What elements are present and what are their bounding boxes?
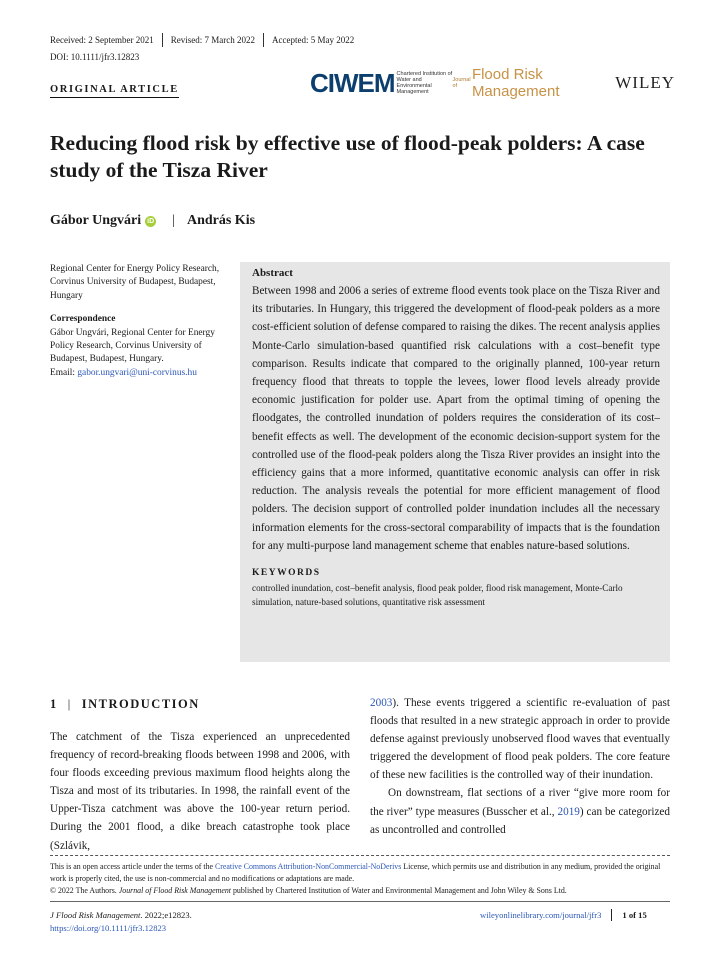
- author-name[interactable]: András Kis: [186, 213, 256, 228]
- body-text: ) can be categorized as uncontrolled and controlled: [370, 805, 670, 836]
- section-bar: |: [67, 697, 72, 711]
- journal-of: Journal of: [452, 77, 471, 89]
- body-text: ). These events triggered a scientific re-evaluation of past floods that resulted in a new strategic approach in order to provide defense against previously unobserved flood waves that eventually triggered the development of flood peak polders. The core feature of these new facilities is the controlled way of their inundation.: [370, 697, 670, 782]
- correspondence-heading: Correspondence: [50, 314, 116, 325]
- submission-dates: [50, 33, 362, 47]
- license-part: License, which permits use and distribution in any medium, provided the original work is properly cited, the use is non-commercial and no modifications or adaptations are made.: [50, 862, 661, 883]
- body-text: On downstream, flat sections of a river “give more room for the river” type measures (Busscher et al.,: [370, 787, 670, 818]
- copyright-text: [50, 885, 675, 897]
- ciwem-logo: [310, 68, 453, 99]
- body-paragraph: [370, 784, 670, 838]
- correspondence-email-line: [50, 367, 228, 380]
- ciwem-wordmark: CIWEM: [310, 67, 395, 98]
- revised-date: Revised: 7 March 2022: [162, 33, 263, 47]
- email-label: Email:: [50, 367, 75, 378]
- author-separator: |: [172, 213, 175, 228]
- section-number: 1: [50, 697, 58, 711]
- body-column-right: [370, 694, 670, 839]
- author-name[interactable]: Gábor Ungvári: [50, 213, 142, 228]
- citation-link[interactable]: 2003: [370, 697, 393, 709]
- correspondence-text: Gábor Ungvári, Regional Center for Energy Policy Research, Corvinus University of Budapest, Budapest, Hungary.: [50, 327, 215, 365]
- email-link[interactable]: gabor.ungvari@uni-corvinus.hu: [77, 367, 197, 378]
- ciwem-subtitle: Chartered Institution of Water and Environmental Management: [396, 71, 453, 95]
- journal-logo: [453, 66, 616, 100]
- body-paragraph: [370, 697, 670, 781]
- copyright-part: published by Chartered Institution of Water and Environmental Management and John Wiley & Sons Ltd.: [230, 886, 567, 895]
- footer-divider: [50, 901, 670, 902]
- section-heading: [50, 697, 200, 712]
- received-date: Received: 2 September 2021: [50, 35, 154, 45]
- keywords-text: controlled inundation, cost–benefit analysis, flood peak polder, flood risk management, Monte-Carlo simulation, nature-based solutions, quantitative risk assessment: [252, 583, 623, 607]
- license-link[interactable]: Creative Commons Attribution-NonCommercial-NoDerivs: [215, 862, 402, 871]
- copyright-part: © 2022 The Authors.: [50, 886, 119, 895]
- copyright-journal: Journal of Flood Risk Management: [118, 886, 231, 895]
- citation-link[interactable]: 2019: [557, 805, 580, 818]
- orcid-icon[interactable]: iD: [147, 217, 155, 225]
- journal-name: Flood Risk Management: [471, 66, 560, 100]
- license-footnote: [50, 861, 675, 897]
- journal-website-link[interactable]: wileyonlinelibrary.com/journal/jfr3: [480, 910, 602, 920]
- license-text: [50, 861, 675, 885]
- affiliation: Regional Center for Energy Policy Research, Corvinus University of Budapest, Budapest, Hungary: [50, 264, 220, 301]
- footnote-divider: [50, 855, 670, 856]
- article-title: Reducing flood risk by effective use of flood-peak polders: A case study of the Tisza River: [50, 131, 645, 182]
- author-info: [50, 263, 228, 380]
- abstract-box: [240, 262, 670, 662]
- citation: [50, 909, 192, 922]
- citation-journal: J Flood Risk Management.: [50, 910, 143, 920]
- abstract-text: Between 1998 and 2006 a series of extreme flood events took place on the Tisza River and its tributaries. In Hungary, this triggered the development of flood-peak polders as a more cost-efficient solution of defense compared to raising the dikes. The recent analysis applies Monte-Carlo simulation-based quantified risk calculations with a cost–benefit type comparison. Results indicate that compared to the originally planned, 100-year return frequency flood that threats to topple the levees, lower flood levels already provide economic justification for polder use. Apart from the optimal timing of opening the floodgates, the controlled inundation of polders requires the consideration of its cost–benefit effects as well. The development of the economic decision-support system for the controlled use of the flood-peak polders along the Tisza River provides an insight into the efficiency gains that a more informed, quantitative economic analysis can offer in risk reduction. The analysis reveals the potential for more efficient management of flood polders. The decision support of controlled polder inundation includes all the necessary information elements for the cross-sectoral comparability of impacts that is the foundation for any multi-purpose land management scheme that enables nature-based solutions.: [252, 285, 660, 552]
- publisher-logos: [310, 67, 675, 99]
- accepted-date: Accepted: 5 May 2022: [263, 33, 362, 47]
- body-column-left: The catchment of the Tisza experienced an unprecedented frequency of record-breaking floods between 1998 and 2006, with four floods exceeding previous maximum flood heights along the Tisza and most of its tributaries. In 1998, the rainfall event of the Upper-Tisza catchment was above the 100-year return period. During the 2001 flood, a dike breach catastrophe took place (Szlávik,: [50, 731, 350, 852]
- doi-link[interactable]: https://doi.org/10.1111/jfr3.12823: [50, 923, 167, 933]
- section-title: INTRODUCTION: [81, 697, 200, 711]
- citation-footer: [50, 909, 192, 935]
- keywords-heading: KEYWORDS: [252, 568, 321, 579]
- page-footer: [480, 909, 647, 921]
- footer-separator: [611, 909, 612, 921]
- authors: [50, 213, 255, 229]
- article-type: ORIGINAL ARTICLE: [50, 84, 179, 98]
- wiley-logo: WILEY: [615, 73, 675, 92]
- doi: DOI: 10.1111/jfr3.12823: [50, 52, 140, 62]
- license-part: This is an open access article under the terms of the: [50, 862, 215, 871]
- page-number: 1 of 15: [622, 910, 647, 920]
- citation-number: 2022;e12823.: [142, 910, 192, 920]
- abstract-heading: Abstract: [252, 267, 293, 279]
